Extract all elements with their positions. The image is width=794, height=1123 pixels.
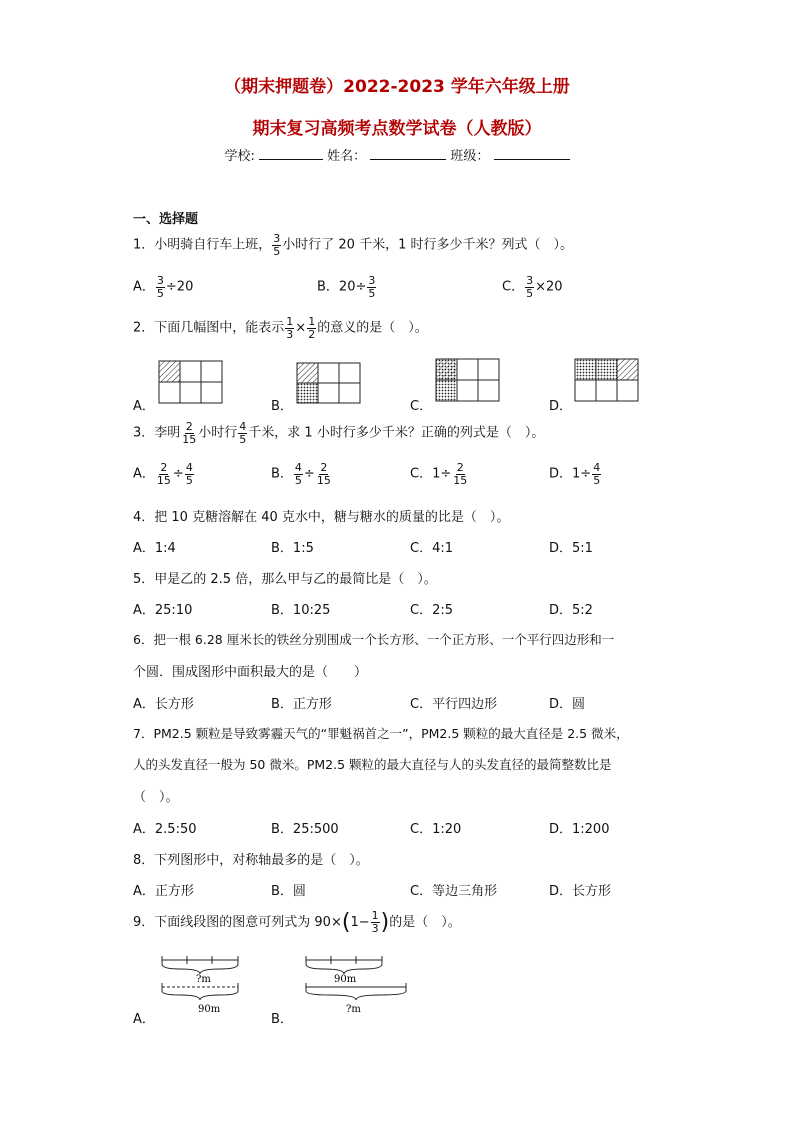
- q4-option-d[interactable]: D．5:1: [549, 541, 593, 556]
- q2-option-b[interactable]: B．: [271, 399, 293, 414]
- q9-option-b[interactable]: B．: [271, 1012, 293, 1027]
- q1-fraction: $\frac{3}{5}$: [273, 232, 281, 258]
- question-1: [133, 233, 573, 257]
- question-8: 8．下列图形中，对称轴最多的是（ ）。: [133, 853, 369, 868]
- class-label: 班级：: [450, 149, 490, 164]
- q2-figure-c[interactable]: [436, 359, 499, 401]
- school-field[interactable]: [259, 147, 323, 160]
- q6-option-c[interactable]: C．平行四边形: [410, 697, 498, 712]
- q1-option-a[interactable]: A． $\frac{3}{5}$ ÷20: [133, 274, 194, 300]
- q6-option-b[interactable]: B．正方形: [271, 697, 332, 712]
- q1-text-pre: 1．小明骑自行车上班，: [133, 237, 272, 253]
- question-2: 2．下面几幅图中，能表示 $\frac{1}{3}$ × $\frac{1}{2}$ 的意义的是（ ）。: [133, 315, 428, 341]
- q3-option-b[interactable]: B． $\frac{4}{5}$ ÷ $\frac{2}{15}$: [271, 461, 331, 487]
- q8-option-b[interactable]: B．圆: [271, 884, 306, 899]
- q5-option-d[interactable]: D．5:2: [549, 603, 593, 618]
- q9-option-a[interactable]: A．: [133, 1012, 155, 1027]
- q9-diagram-a-bottom-label: 90m: [198, 1004, 221, 1015]
- title-line-2: 期末复习高频考点数学试卷（人教版）: [252, 119, 542, 139]
- q4-option-c[interactable]: C．4:1: [410, 541, 453, 556]
- question-7-line-1: 7．PM2.5 颗粒是导致雾霾天气的“罪魁祸首之一”，PM2.5 颗粒的最大直径是 2.5 微米，: [133, 726, 629, 741]
- q2-figure-b[interactable]: [297, 363, 360, 403]
- question-6-line-2: 个圆．围成图形中面积最大的是（ ）: [133, 665, 368, 680]
- q2-figure-a[interactable]: [159, 361, 222, 403]
- q4-option-a[interactable]: A．1:4: [133, 541, 176, 556]
- q3-option-a[interactable]: A． $\frac{2}{15}$ ÷ $\frac{4}{5}$: [133, 461, 193, 487]
- q5-option-a[interactable]: A．25:10: [133, 603, 193, 618]
- title-line-1: （期末押题卷）2022-2023 学年六年级上册: [224, 77, 570, 97]
- q7-option-b[interactable]: B．25:500: [271, 822, 339, 837]
- q8-option-c[interactable]: C．等边三角形: [410, 884, 498, 899]
- q4-option-b[interactable]: B．1:5: [271, 541, 314, 556]
- q1-option-b[interactable]: B．20÷ $\frac{3}{5}$: [317, 274, 376, 300]
- q7-option-d[interactable]: D．1:200: [549, 822, 610, 837]
- q2-grid-figures: [0, 350, 794, 410]
- q1-text-post: 小时行了 20 千米，1 时行多少千米？列式（ ）。: [282, 237, 573, 253]
- q5-option-b[interactable]: B．10:25: [271, 603, 331, 618]
- question-7-line-2: 人的头发直径一般为 50 微米。PM2.5 颗粒的最大直径与人的头发直径的最简整数比是: [133, 757, 612, 772]
- question-5: 5．甲是乙的 2.5 倍，那么甲与乙的最简比是（ ）。: [133, 572, 437, 587]
- question-3: 3．李明 $\frac{2}{15}$ 小时行 $\frac{4}{5}$ 千米，求 1 小时行多少千米？正确的列式是（ ）。: [133, 420, 545, 446]
- q2-option-d[interactable]: D．: [549, 399, 573, 414]
- question-6-line-1: 6．把一根 6.28 厘米长的铁丝分别围成一个长方形、一个正方形、一个平行四边形和一: [133, 632, 615, 647]
- q9-segment-diagrams: [0, 950, 794, 1030]
- q2-figure-d[interactable]: [575, 359, 638, 401]
- section-heading: 一、选择题: [133, 212, 199, 227]
- q2-option-a[interactable]: A．: [133, 399, 155, 414]
- question-7-line-3: （ ）。: [133, 790, 179, 805]
- question-9: 9．下面线段图的图意可列式为 90×(1− $\frac{1}{3}$ )的是（ ）。: [133, 909, 461, 935]
- q2-option-c[interactable]: C．: [410, 399, 433, 414]
- q9-diagram-b-top-label: 90m: [334, 974, 357, 985]
- student-info-row: [0, 145, 794, 164]
- q3-option-d[interactable]: D．1÷ $\frac{4}{5}$: [549, 461, 601, 487]
- class-field[interactable]: [494, 147, 570, 160]
- q9-diagram-b-bottom-label: ?m: [346, 1004, 361, 1015]
- q6-option-a[interactable]: A．长方形: [133, 697, 194, 712]
- name-label: 姓名：: [327, 149, 367, 164]
- q9-diagram-a-top-label: ?m: [196, 974, 211, 985]
- school-label: 学校:: [224, 149, 255, 164]
- q7-option-a[interactable]: A．2.5:50: [133, 822, 197, 837]
- q5-option-c[interactable]: C．2:5: [410, 603, 453, 618]
- q1-option-c[interactable]: C． $\frac{3}{5}$ ×20: [502, 274, 563, 300]
- q8-option-a[interactable]: A．正方形: [133, 884, 194, 899]
- q7-option-c[interactable]: C．1:20: [410, 822, 462, 837]
- q8-option-d[interactable]: D．长方形: [549, 884, 612, 899]
- name-field[interactable]: [370, 147, 446, 160]
- q6-option-d[interactable]: D．圆: [549, 697, 586, 712]
- q3-option-c[interactable]: C．1÷ $\frac{2}{15}$: [410, 461, 468, 487]
- question-4: 4．把 10 克糖溶解在 40 克水中，糖与糖水的质量的比是（ ）。: [133, 510, 510, 525]
